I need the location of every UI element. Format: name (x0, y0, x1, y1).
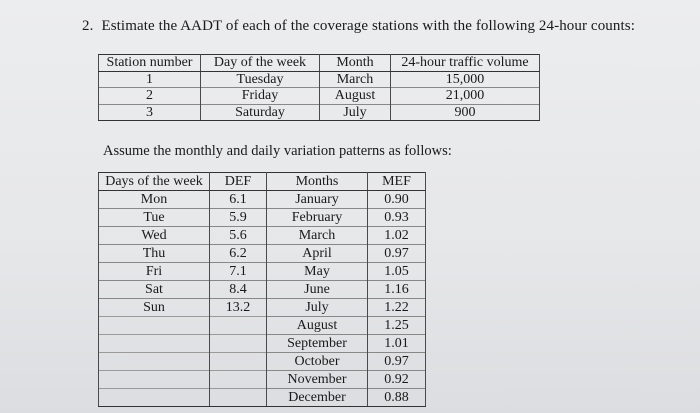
station-volume: 21,000 (391, 88, 540, 105)
header-mef: MEF (368, 173, 426, 191)
empty-cell (99, 353, 210, 371)
month-name: March (267, 227, 368, 245)
empty-cell (210, 317, 267, 335)
stations-header-row (99, 55, 540, 72)
month-mef: 1.01 (368, 335, 426, 353)
day-def: 8.4 (210, 281, 267, 299)
assumption-text: Assume the monthly and daily variation patterns as follows: (103, 143, 452, 159)
empty-cell (210, 371, 267, 389)
table-row (99, 281, 426, 299)
table-row (99, 191, 426, 209)
month-name: May (267, 263, 368, 281)
variation-patterns-table (98, 172, 426, 407)
empty-cell (99, 371, 210, 389)
table-row (99, 209, 426, 227)
header-day-of-week: Day of the week (201, 55, 320, 72)
month-mef: 1.25 (368, 317, 426, 335)
header-station-number: Station number (99, 55, 201, 72)
station-day: Tuesday (201, 71, 320, 88)
day-name: Wed (99, 227, 210, 245)
month-name: April (267, 245, 368, 263)
month-name: June (267, 281, 368, 299)
month-name: September (267, 335, 368, 353)
day-name: Mon (99, 191, 210, 209)
month-name: July (267, 299, 368, 317)
station-volume: 15,000 (391, 71, 540, 88)
table-row (99, 227, 426, 245)
month-mef: 1.02 (368, 227, 426, 245)
empty-cell (99, 317, 210, 335)
month-name: December (267, 389, 368, 407)
day-def: 6.2 (210, 245, 267, 263)
month-name: February (267, 209, 368, 227)
question-text: Estimate the AADT of each of the coverage stations with the following 24-hour counts: (101, 18, 635, 34)
month-mef: 0.97 (368, 245, 426, 263)
empty-cell (210, 335, 267, 353)
month-mef: 1.22 (368, 299, 426, 317)
day-def: 6.1 (210, 191, 267, 209)
header-traffic-volume: 24-hour traffic volume (391, 55, 540, 72)
day-def: 5.9 (210, 209, 267, 227)
month-name: August (267, 317, 368, 335)
station-month: March (320, 71, 391, 88)
table-row (99, 245, 426, 263)
table-row (99, 353, 426, 371)
station-number: 3 (99, 104, 201, 121)
station-month: August (320, 88, 391, 105)
table-row (99, 335, 426, 353)
empty-cell (99, 335, 210, 353)
table-row (99, 71, 540, 88)
month-name: November (267, 371, 368, 389)
month-name: January (267, 191, 368, 209)
day-name: Sun (99, 299, 210, 317)
header-days-of-week: Days of the week (99, 173, 210, 191)
station-number: 1 (99, 71, 201, 88)
stations-table (98, 54, 540, 121)
table-row (99, 263, 426, 281)
station-month: July (320, 104, 391, 121)
month-mef: 0.97 (368, 353, 426, 371)
table-row (99, 371, 426, 389)
day-def: 7.1 (210, 263, 267, 281)
day-name: Fri (99, 263, 210, 281)
header-def: DEF (210, 173, 267, 191)
table-row (99, 88, 540, 105)
month-mef: 0.92 (368, 371, 426, 389)
month-mef: 0.93 (368, 209, 426, 227)
day-name: Thu (99, 245, 210, 263)
station-day: Saturday (201, 104, 320, 121)
month-mef: 1.05 (368, 263, 426, 281)
month-mef: 1.16 (368, 281, 426, 299)
empty-cell (99, 389, 210, 407)
day-def: 5.6 (210, 227, 267, 245)
day-name: Tue (99, 209, 210, 227)
table-row (99, 104, 540, 121)
header-month: Month (320, 55, 391, 72)
table-row (99, 299, 426, 317)
station-number: 2 (99, 88, 201, 105)
station-day: Friday (201, 88, 320, 105)
table-row (99, 389, 426, 407)
table-row (99, 317, 426, 335)
empty-cell (210, 389, 267, 407)
station-volume: 900 (391, 104, 540, 121)
month-mef: 0.88 (368, 389, 426, 407)
question-number: 2. (82, 18, 94, 34)
day-def: 13.2 (210, 299, 267, 317)
patterns-header-row (99, 173, 426, 191)
question-prompt (82, 18, 635, 35)
empty-cell (210, 353, 267, 371)
header-months: Months (267, 173, 368, 191)
month-name: October (267, 353, 368, 371)
day-name: Sat (99, 281, 210, 299)
month-mef: 0.90 (368, 191, 426, 209)
